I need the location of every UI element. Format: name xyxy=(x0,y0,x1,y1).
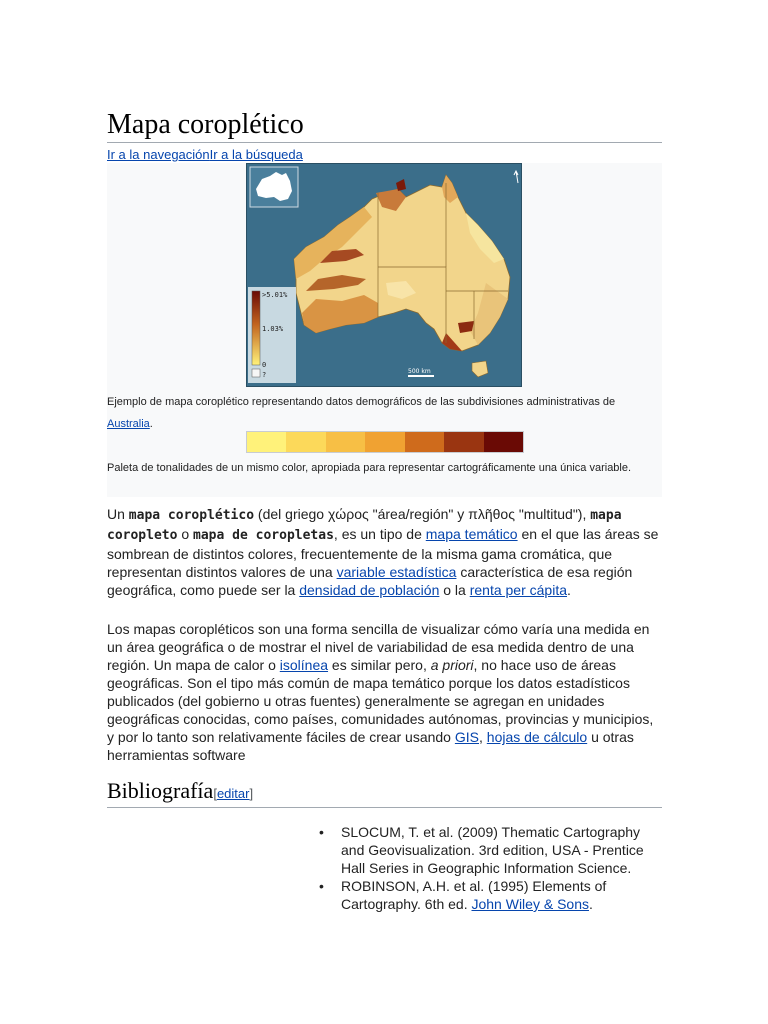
map-caption-text: Ejemplo de mapa coroplético representando datos demográficos de las subdivisiones administrativas de xyxy=(107,396,616,408)
reference-end: . xyxy=(588,896,593,912)
legend-mid-label: 1.03% xyxy=(262,325,284,333)
reference-text: SLOCUM, T. et al. (2009) Thematic Cartography and Geovisualization. 3rd edition, USA - Prentice Hall Series in Geographic Information Science. xyxy=(341,824,644,876)
hojas-de-calculo-link[interactable]: hojas de cálculo xyxy=(486,729,588,745)
bullet-icon: • xyxy=(319,824,324,840)
palette-swatch-1 xyxy=(247,432,286,452)
legend-max-label: >5.01% xyxy=(262,291,288,299)
bibliography-heading xyxy=(107,778,662,808)
term-mapa-coropletico: mapa coroplético xyxy=(128,508,255,523)
variable-estadistica-link[interactable]: variable estadística xyxy=(336,564,457,580)
palette-swatch-6 xyxy=(444,432,483,452)
legend-min-label: 0 xyxy=(262,361,267,369)
color-palette xyxy=(246,431,524,453)
palette-swatch-5 xyxy=(405,432,444,452)
jump-to-search-link[interactable]: Ir a la búsqueda xyxy=(209,147,303,162)
legend-nodata-label: ? xyxy=(262,371,267,379)
bibliography-list xyxy=(319,823,661,913)
bibliography-title: Bibliografía xyxy=(107,778,214,803)
renta-per-capita-link[interactable]: renta per cápita xyxy=(469,582,568,598)
palette-swatch-7 xyxy=(484,432,523,452)
gis-link[interactable]: GIS xyxy=(454,729,479,745)
palette-swatch-3 xyxy=(326,432,365,452)
palette-swatch-4 xyxy=(365,432,404,452)
bullet-icon: • xyxy=(319,878,324,894)
jump-to-navigation-link[interactable]: Ir a la navegación xyxy=(107,147,210,162)
intro-paragraph: Un mapa coroplético (del griego χώρος "área/región" y πλῆθος "multitud"), mapa coropleto o mapa de coropletas, es un tipo de mapa temático en el que las áreas se sombrean de distintos colores, frecuentemente de la misma gama cromática, que representan distintos valores de una variable estadística característica de esa región geográfica, como puede ser la densidad de población o la renta per cápita. xyxy=(107,506,659,598)
australia-choropleth-map[interactable] xyxy=(246,163,522,387)
edit-bibliography-link[interactable]: editar xyxy=(216,786,250,801)
australia-link[interactable]: Australia xyxy=(107,418,150,430)
map-caption-end: . xyxy=(149,418,153,430)
reference-text: ROBINSON, A.H. et al. (1995) Elements of Cartography. 6th ed. xyxy=(341,878,607,912)
term-mapa-de-coropletas: mapa de coropletas xyxy=(193,528,334,543)
densidad-de-poblacion-link[interactable]: densidad de población xyxy=(299,582,440,598)
a-priori-text: a priori xyxy=(430,657,474,673)
scale-bar-label: 500 km xyxy=(408,368,431,375)
list-item xyxy=(319,877,661,913)
john-wiley-link[interactable]: John Wiley & Sons xyxy=(471,896,589,912)
palette-swatch-2 xyxy=(286,432,325,452)
edit-section: [editar] xyxy=(213,786,254,801)
map-caption xyxy=(107,391,662,435)
jump-links xyxy=(107,147,303,163)
palette-caption: Paleta de tonalidades de un mismo color, apropiada para representar cartográficamente una única variable. xyxy=(107,462,632,474)
thumbnail-figure xyxy=(107,163,662,497)
list-item xyxy=(319,823,661,877)
mapa-tematico-link[interactable]: mapa temático xyxy=(425,526,518,542)
isolinea-link[interactable]: isolínea xyxy=(279,657,329,673)
term-mapa-coropleto: mapa coropleto xyxy=(107,508,622,543)
page-title: Mapa coroplético xyxy=(107,108,662,143)
description-paragraph: Los mapas coropléticos son una forma sencilla de visualizar cómo varía una medida en un área geográfica o de mostrar el nivel de variabilidad de esa medida dentro de una región. Un mapa de calor o isolínea es similar pero, a priori, no hace uso de áreas geográficas. Son el tipo más común de mapa temático porque los datos estadísticos publicados (del gobierno u otras fuentes) generalmente se agregan en unidades geográficas conocidas, como países, comunidades autónomas, provincias y municipios, y por lo tanto son relativamente fáciles de crear usando GIS, hojas de cálculo u otras herramientas software xyxy=(107,621,654,763)
